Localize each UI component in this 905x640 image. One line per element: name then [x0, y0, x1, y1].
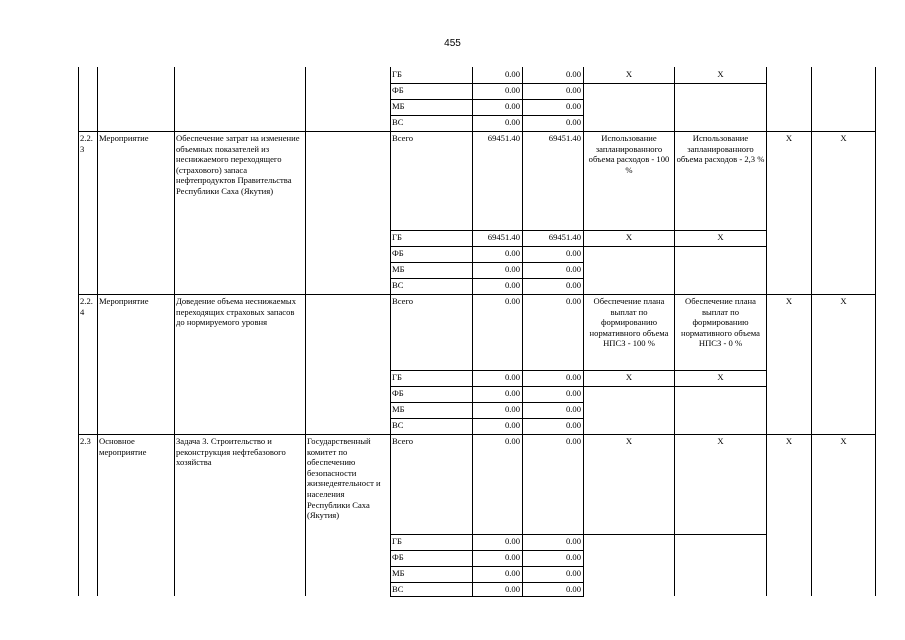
- source-label: ГБ: [392, 372, 402, 382]
- source-label: МБ: [392, 404, 405, 414]
- amount-cell: 0.00: [565, 69, 581, 79]
- amount-cell: 69451.40: [548, 232, 581, 242]
- grid-line-horizontal: [78, 294, 876, 295]
- result-x: X: [785, 133, 793, 143]
- source-label: ФБ: [392, 85, 404, 95]
- source-label: Всего: [392, 436, 414, 446]
- grid-line-horizontal: [390, 386, 584, 387]
- source-label: ФБ: [392, 248, 404, 258]
- grid-line-horizontal: [390, 370, 584, 371]
- amount-cell: 0.00: [565, 584, 581, 594]
- amount-cell: 0.00: [504, 264, 520, 274]
- amount-cell: 0.00: [565, 117, 581, 127]
- amount-cell: 0.00: [504, 85, 520, 95]
- amount-cell: 0.00: [565, 280, 581, 290]
- source-label: ГБ: [392, 232, 402, 242]
- event-name: Доведение объема неснижаемых переходящих страховых запасов до нормируемого уровня: [176, 296, 296, 328]
- result-cell: X: [717, 232, 724, 242]
- grid-line-horizontal: [390, 534, 584, 535]
- grid-line-horizontal: [583, 230, 767, 231]
- executor: Государственный комитет по обеспечению безопасности жизнедеятельност и населения Республики Саха (Якутия): [307, 436, 381, 521]
- grid-line-horizontal: [583, 534, 767, 535]
- result-x: X: [717, 69, 724, 79]
- grid-line-vertical: [766, 67, 767, 596]
- event-name: Обеспечение затрат на изменение объемных показателей из неснижаемого переходящего (страхового) запаса нефтепродуктов Правительства Республики Саха (Якутия): [176, 133, 300, 196]
- grid-line-horizontal: [390, 278, 584, 279]
- grid-line-horizontal: [390, 99, 584, 100]
- amount-cell: 0.00: [504, 69, 520, 79]
- amount-cell: 0.00: [565, 248, 581, 258]
- amount-cell: 0.00: [565, 264, 581, 274]
- amount-cell: 0.00: [504, 404, 520, 414]
- grid-line-vertical: [390, 67, 391, 596]
- amount-cell: 0.00: [565, 552, 581, 562]
- amount-cell: 0.00: [504, 280, 520, 290]
- result-cell: X: [625, 232, 633, 242]
- source-label: ФБ: [392, 552, 404, 562]
- amount-cell: 0.00: [565, 436, 581, 446]
- amount-cell: 0.00: [504, 584, 520, 594]
- amount-cell: 0.00: [565, 404, 581, 414]
- source-label: Всего: [392, 296, 414, 306]
- grid-line-vertical: [472, 67, 473, 596]
- grid-line-vertical: [97, 67, 98, 596]
- grid-line-horizontal: [583, 83, 767, 84]
- grid-line-horizontal: [390, 83, 584, 84]
- amount-cell: 0.00: [504, 101, 520, 111]
- amount-cell: 0.00: [565, 536, 581, 546]
- amount-cell: 0.00: [504, 388, 520, 398]
- source-label: МБ: [392, 101, 405, 111]
- amount-cell: 0.00: [565, 372, 581, 382]
- result-x: X: [785, 296, 793, 306]
- result-cell: Использование запланированного объема расходов - 2,3 %: [676, 133, 765, 165]
- result-cell: X: [717, 436, 724, 446]
- amount-cell: 0.00: [504, 420, 520, 430]
- source-label: ВС: [392, 420, 404, 430]
- grid-line-horizontal: [78, 131, 876, 132]
- result-cell: Обеспечение плана выплат по формированию нормативного объема НПСЗ - 100 %: [589, 296, 669, 349]
- grid-line-horizontal: [390, 262, 584, 263]
- amount-cell: 0.00: [504, 372, 520, 382]
- amount-cell: 0.00: [565, 568, 581, 578]
- source-label: ГБ: [392, 536, 402, 546]
- source-label: ВС: [392, 584, 404, 594]
- page-number: 455: [444, 38, 461, 49]
- amount-cell: 0.00: [504, 536, 520, 546]
- source-label: ФБ: [392, 388, 404, 398]
- result-cell: X: [717, 372, 724, 382]
- grid-line-horizontal: [390, 115, 584, 116]
- grid-line-horizontal: [583, 246, 767, 247]
- amount-cell: 0.00: [504, 296, 520, 306]
- source-label: ВС: [392, 280, 404, 290]
- event-type: Мероприятие: [99, 296, 149, 306]
- amount-cell: 0.00: [565, 85, 581, 95]
- result-cell: Обеспечение плана выплат по формированию нормативного объема НПСЗ - 0 %: [680, 296, 760, 349]
- grid-line-vertical: [811, 67, 812, 596]
- result-x: X: [785, 436, 793, 446]
- grid-line-horizontal: [390, 566, 584, 567]
- grid-line-horizontal: [390, 246, 584, 247]
- amount-cell: 0.00: [565, 420, 581, 430]
- amount-cell: 0.00: [504, 436, 520, 446]
- grid-line-horizontal: [583, 370, 767, 371]
- result-x: X: [840, 296, 847, 306]
- result-x: X: [840, 133, 847, 143]
- amount-cell: 0.00: [504, 552, 520, 562]
- result-cell: X: [625, 436, 633, 446]
- row-number: 2.2. 4: [80, 296, 93, 317]
- source-label: Всего: [392, 133, 414, 143]
- amount-cell: 0.00: [565, 296, 581, 306]
- amount-cell: 0.00: [504, 568, 520, 578]
- amount-cell: 69451.40: [487, 232, 520, 242]
- grid-line-horizontal: [390, 596, 584, 597]
- source-label: МБ: [392, 568, 405, 578]
- source-label: ГБ: [392, 69, 402, 79]
- grid-line-horizontal: [78, 434, 876, 435]
- result-cell: Использование запланированного объема расходов - 100 %: [588, 133, 670, 175]
- source-label: МБ: [392, 264, 405, 274]
- grid-line-horizontal: [390, 582, 584, 583]
- grid-line-horizontal: [390, 230, 584, 231]
- amount-cell: 0.00: [565, 388, 581, 398]
- amount-cell: 69451.40: [548, 133, 581, 143]
- result-x: X: [840, 436, 847, 446]
- amount-cell: 0.00: [565, 101, 581, 111]
- amount-cell: 0.00: [504, 248, 520, 258]
- source-label: ВС: [392, 117, 404, 127]
- row-number: 2.3: [80, 436, 91, 446]
- row-number: 2.2. 3: [80, 133, 93, 154]
- amount-cell: 0.00: [504, 117, 520, 127]
- grid-line-horizontal: [390, 550, 584, 551]
- grid-line-horizontal: [583, 386, 767, 387]
- event-type: Мероприятие: [99, 133, 149, 143]
- grid-line-horizontal: [390, 418, 584, 419]
- event-type: Основное мероприятие: [99, 436, 147, 457]
- grid-line-vertical: [522, 67, 523, 596]
- grid-line-vertical: [875, 67, 876, 596]
- result-x: X: [625, 69, 633, 79]
- grid-line-horizontal: [390, 402, 584, 403]
- event-name: Задача 3. Строительство и реконструкция нефтебазового хозяйства: [176, 436, 286, 468]
- amount-cell: 69451.40: [487, 133, 520, 143]
- result-cell: X: [625, 372, 633, 382]
